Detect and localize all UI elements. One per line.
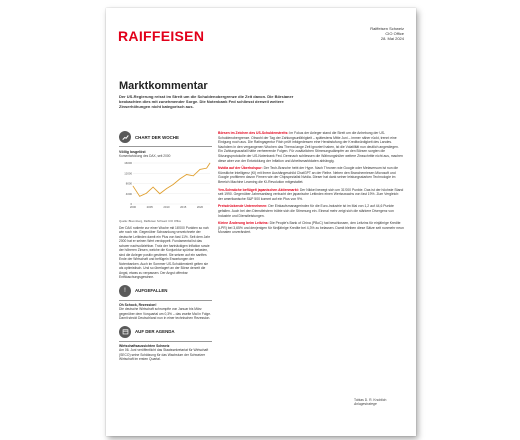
y-tick-label: 0 <box>130 201 132 206</box>
signature-name: Tobias D. R. Knoblich <box>354 398 387 402</box>
exclamation-icon: ! <box>119 285 131 297</box>
divider <box>119 146 212 147</box>
chart-icon <box>119 131 131 143</box>
dax-data-point <box>133 185 134 186</box>
dax-data-point <box>193 175 194 176</box>
paragraph-text: Der Tech-Branche hebt der Hype. Nach Thronen wie Google oder Metaversum ist nun die Künstliche Intelligenz (KI) mit ihrem Aushängeschild ChatGPT an der Reihe. Neben den Branchenriesen Microsoft und Google profitieren davon Firmen wie der Chipspezialist Nvidia. Dieser hat dank seiner leistungsstarken Technologie im Bereich Machine Learning die KI-Revolution mitgestaltet. <box>218 166 399 184</box>
raiffeisen-logo: RAIFFEISEN <box>118 28 205 44</box>
dax-data-point <box>210 162 211 163</box>
y-tick-label: 12000 <box>124 170 132 175</box>
dax-data-point <box>166 188 167 189</box>
agenda-text: Am 06. Juni veröffentlicht das Staatssekretariat für Wirtschaft (SECO) seine Schätzung für das Wachstum der Schweizer Wirtschaft im ersten Quartal. <box>119 348 209 362</box>
chart-title: Völlig losgelöst <box>119 149 146 154</box>
paragraph <box>218 131 404 163</box>
left-column <box>119 131 212 362</box>
dax-data-point <box>200 169 201 170</box>
document-meta <box>370 26 404 41</box>
chart-commentary: Der DAX notierte zur einer Woche mit 16'000 Punkten so nah wie noch nie. Gegenüber Schwankung verzeichnete der deutsche Leitindex damit ein Plus von fast 11%. Seit dem Jahr 2000 hat er seinen Wert verdoppelt. Fundamental ist das schwer nachvollziehbar. Trotz der hartnäckigen Inflation sowie der höheren Zinsen, welche die Konjunktur spürbar belasten, sind die Anleger positiv gestimmt. Sie setzen auf ein sanftes Ende der Wirtschaft und beflügeln Erwartungen der Notenbanken. Auch im Sommer US-Schuldenstreit gelten sie als optimistisch. Und so überlagert an der Börse derzeit die Angst, etwas zu verpassen. Der Angst offenbar Entfäuschungsgewinne. <box>119 225 211 280</box>
meta-date: 28. Mai 2024 <box>380 36 404 41</box>
agenda-section-header <box>119 326 212 338</box>
paragraph-text: Der Einkaufsmanagerindex für die Euro-Industrie ist im Mai von 1,2 auf 44,6 Punkte gefallen. Auch bei den Dienstleistern trübte sich die Stimmung ein. Einmal mehr zeigt sich die stärkere Divergenz von Industrie und Dienstleistungen. <box>218 204 394 218</box>
agenda-section-title: AUF DER AGENDA <box>135 329 175 335</box>
paragraph <box>218 221 404 235</box>
paragraph-keyword: Preisdrückende Unternehmen: <box>218 204 268 209</box>
paragraph-keyword: Nvidia auf der Überholspur: <box>218 166 263 171</box>
dax-data-point <box>159 193 160 194</box>
x-tick-label: 2020 <box>196 204 204 209</box>
paragraph-keyword: Börsen im Zeichen des US-Schuldenstreits: <box>218 131 289 135</box>
dax-data-point <box>173 184 174 185</box>
chart-section-header <box>119 131 212 143</box>
page-title: Marktkommentar <box>119 80 208 92</box>
y-tick-label: 4000 <box>125 191 132 196</box>
agenda-subheading: Wirtschaftsaussichten Schweiz <box>119 344 170 349</box>
chart-section-title: CHART DER WOCHE <box>135 134 179 140</box>
paragraph <box>218 166 404 184</box>
meta-unit: CIO Office <box>385 31 404 36</box>
paragraph <box>218 188 404 202</box>
signature <box>354 398 386 407</box>
dax-data-point <box>139 196 140 197</box>
paragraph-text: Der Nikkei bewegt sich um 31'000 Punkte. Das ist der höchste Stand seit 1990. Gegenüber Jahresanfang verbucht der japanische Leitindex einen Wertzuwachs von fast 19%. Zum Vergleich: der amerikanische S&P 500 kommt auf ein Plus von 9%. <box>218 187 404 201</box>
chart-source: Quelle: Bloomberg, Raiffeisen Schweiz CIO Office <box>119 218 182 223</box>
highlight-section-title: AUFGEFALLEN <box>135 288 168 294</box>
dax-data-point <box>186 174 187 175</box>
dax-data-point <box>146 193 147 194</box>
dax-data-point <box>206 167 207 168</box>
meta-org: Raiffeisen Schweiz <box>370 26 404 31</box>
dax-data-point <box>180 178 181 179</box>
highlight-subheading: Oh Schock, Rezession! <box>119 303 157 308</box>
divider <box>119 341 212 342</box>
paragraph-keyword: Kleine Änderung beim Leitzins: <box>218 221 269 226</box>
chart-subtitle: Kursentwicklung des DAX, seit 2000 <box>119 153 171 158</box>
x-tick-label: 2015 <box>180 204 187 209</box>
paragraph-text: Die People's Bank of China (PBoC) hat beschlossen, den Leitzins für einjährige Kredite (LPR) bei 3,65% und denjenigen für fünfjährige Kredite bei 4,3% zu belassen. Damit bleiben diese Sätze seit nunmehr neun Monaten unverändert. <box>218 221 404 235</box>
calendar-icon <box>119 326 131 338</box>
x-tick-label: 2005 <box>146 204 153 209</box>
y-tick-label: 16000 <box>124 160 132 165</box>
lead-text: Der US-Regierung reisst im Streit um die Schuldenobergrenze die Zeit davon. Die Börsianer beobachten dies mit zunehmender Sorge. Die Notenbank Fed schliesst derweil weitere Zinserhöhungen nicht kategorisch aus. <box>119 94 294 110</box>
main-text-column <box>218 131 404 238</box>
paragraph-keyword: Yen-Schwäche beflügelt japanischen Aktienmarkt: <box>218 187 299 192</box>
signature-role: Anlagestratege <box>354 402 377 407</box>
divider <box>119 300 212 301</box>
document-page <box>106 8 416 436</box>
paragraph <box>218 204 404 218</box>
x-tick-label: 2000 <box>129 204 137 209</box>
x-tick-label: 2010 <box>163 204 170 209</box>
dax-series-line <box>133 163 210 196</box>
paragraph-text: Im Fokus der Anleger stand die Streit um die Anhebung der US-Schuldenobergrenze. Obwohl der Tag der Zahlungsunfähigkeit – spätestens Mitte Juni – immer näher rückt, trennt eine Einigung noch aus. Die Ratingagentur Fitch prüft infolgedessen eine Herabstufung der Kreditwürdigkeit des Landes. Nachdem in den vergangenen Wochen das Thema lange Zeit ignoriert haben, ist die Volatilität nun deutlich angestiegen. Ein Zahlungsausfall hätte verheerende Folgen. Für zusätzlichen Stimmungsdämpfer an den Börsen sorgten die Sitzungsprotokolle der US-Notenbank Fed. Demnach schliessen die Währungshüter weitere Zinsschritte nicht aus, machen diese aber von der Entwicklung der Inflation und Arbeitsmarktdaten abhängig. <box>218 131 403 163</box>
dax-line-chart <box>119 160 212 212</box>
highlight-text: Die deutsche Wirtschaft schrumpfte von Januar bis März gegenüber dem Vorquartal um 0,3% – das zweite Mal in Folge. Damit steckt Deutschland nun in einer technischen Rezession. <box>119 307 211 321</box>
y-tick-label: 8000 <box>125 181 132 186</box>
dax-data-point <box>153 186 154 187</box>
highlight-section-header <box>119 285 212 297</box>
